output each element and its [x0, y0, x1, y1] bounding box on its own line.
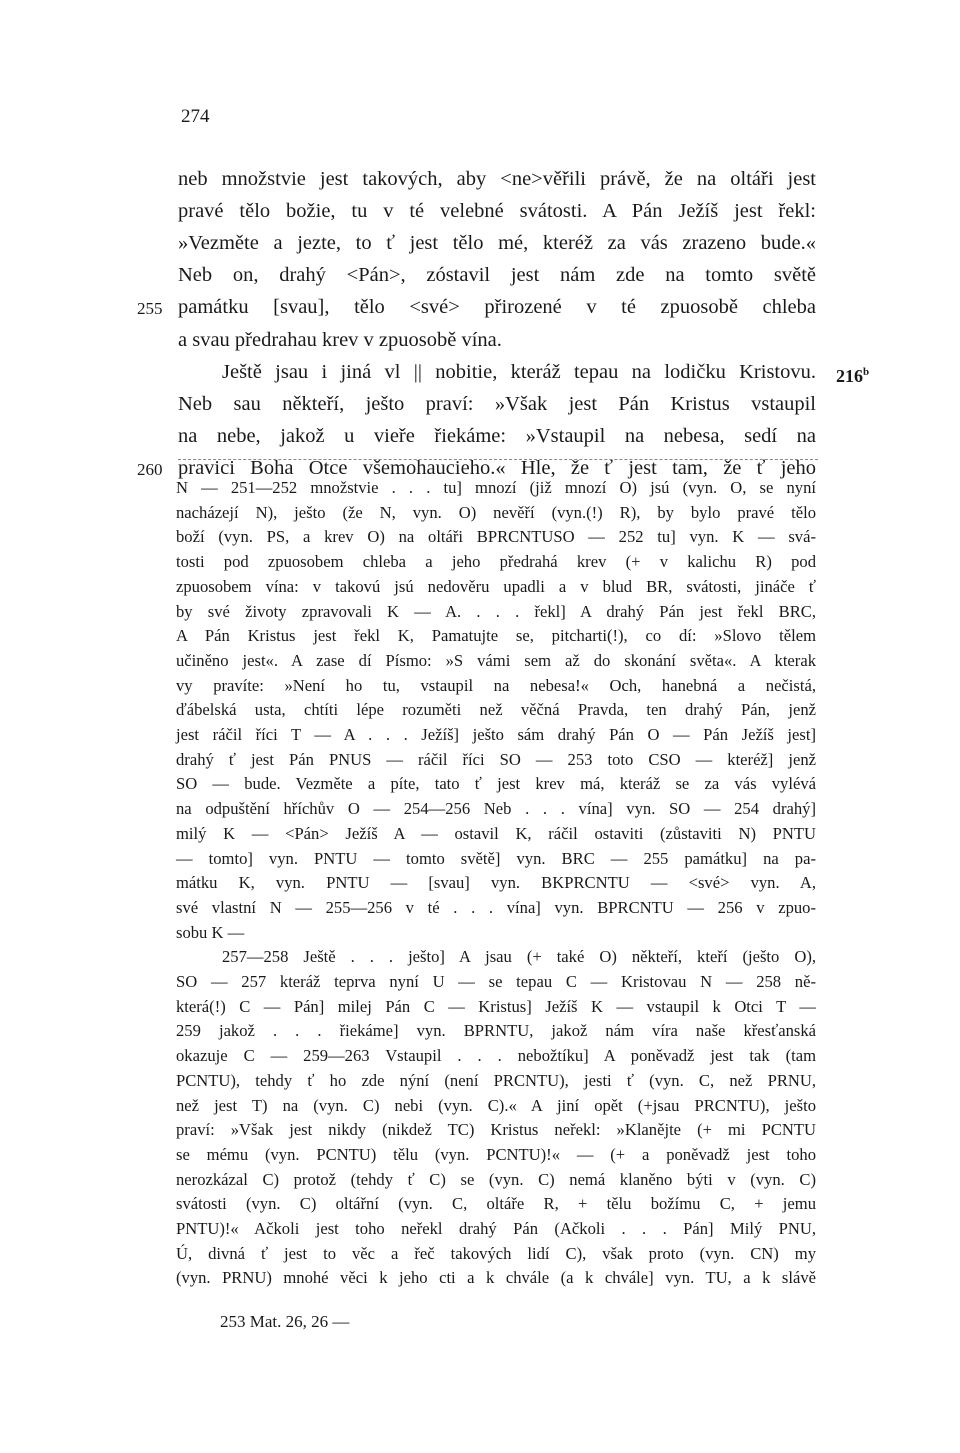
- apparatus-line: jest ráčil říci T — A . . . Ježíš] ješto sám drahý Pán O — Pán Ježíš jest]: [176, 725, 816, 744]
- main-text-line: pravici Boha Otce všemohaucieho.« Hle, že ť jest tam, že ť jeho: [178, 456, 816, 479]
- apparatus-line: SO — bude. Vezměte a píte, tato ť jest krev má, kteráž se za vás vylévá: [176, 774, 816, 794]
- line-number: 255: [137, 299, 163, 319]
- apparatus-line: nacházejí N), ješto (že N, vyn. O) nevěří (vyn.(!) R), by bylo pravé tělo: [176, 502, 816, 522]
- main-text-line: a svau předrahau krev v zpuosobě vína.: [178, 328, 502, 351]
- margin-reference-sup: b: [863, 366, 870, 378]
- apparatus-line: A Pán Kristus jest řekl K, Pamatujte se, pitcharti(!), co dí: »Slovo tělem: [176, 626, 816, 646]
- apparatus-line: na odpuštění hříchův O — 254—256 Neb . . . vína] vyn. SO — 254 drahý]: [176, 799, 816, 819]
- apparatus-line: 257—258 Ještě . . . ješto] A jsau (+ také O) někteří, kteří (ješto O),: [222, 947, 816, 967]
- apparatus-line: (vyn. PRNU) mnohé věci k jeho cti a k chvále (a k chvále] vyn. TU, a k slávě: [176, 1268, 816, 1288]
- apparatus-line: praví: »Však jest nikdy (nikdež TC) Kristus neřekl: »Klanějte (+ mi PCNTU: [176, 1120, 816, 1140]
- apparatus-line: učiněno jest«. A zase dí Písmo: »S vámi sem až do skonání světa«. A kterak: [176, 650, 816, 670]
- apparatus-line: by své životy zpravovali K — A. . . . řekl] A drahý Pán jest řekl BRC,: [176, 601, 816, 621]
- apparatus-line: N — 251—252 množstvie . . . tu] mnozí (již mnozí O) jsú (vyn. O, se nyní: [176, 478, 816, 497]
- margin-reference-main: 216: [836, 366, 863, 386]
- apparatus-line: tosti pod zpuosobem chleba a jeho předrahá krev (+ v kalichu R) pod: [176, 552, 816, 572]
- apparatus-line: drahý ť jest Pán PNUS — ráčil říci SO — 253 toto CSO — kteréž] jenž: [176, 749, 816, 769]
- main-text-line: Neb on, drahý <Pán>, zóstavil jest nám zde na tomto světě: [178, 264, 816, 287]
- apparatus-line: milý K — <Pán> Ježíš A — ostavil K, ráčil ostaviti (zůstaviti N) PNTU: [176, 823, 816, 843]
- apparatus-line: ďábelská usta, chtíti lépe rozuměti než věčná Pravda, ten drahý Pán, jenž: [176, 700, 816, 720]
- margin-reference: [836, 366, 869, 387]
- apparatus-line: svátosti (vyn. C) oltářní (vyn. C, oltáře R, + tělu božímu C, + jemu: [176, 1194, 816, 1214]
- apparatus-line: PCNTU), tehdy ť ho zde nýní (není PRCNTU), jesti ť (vyn. C, než PRNU,: [176, 1070, 816, 1090]
- apparatus-line: 259 jakož . . . řiekáme] vyn. BPRNTU, jakož nám víra naše křesťanská: [176, 1021, 816, 1041]
- main-text-line: na nebe, jakož u vieře řiekáme: »Vstaupil na nebesa, sedí na: [178, 424, 816, 447]
- apparatus-line: boží (vyn. PS, a krev O) na oltáři BPRCNTUSO — 252 tu] vyn. K — svá-: [176, 527, 816, 547]
- apparatus-line: — tomto] vyn. PNTU — tomto světě] vyn. BRC — 255 památku] na pa-: [176, 848, 816, 868]
- page-number: 274: [181, 106, 210, 127]
- apparatus-line: se mému (vyn. PCNTU) tělu (vyn. PCNTU)!« — (+ a poněvadž jest toho: [176, 1144, 816, 1164]
- apparatus-line: nerozkázal C) protož (tehdy ť C) se (vyn. C) nemá klaněno býti v (vyn. C): [176, 1169, 816, 1189]
- apparatus-line: než jest T) na (vyn. C) nebi (vyn. C).« A jiní opět (+jsau PRCNTU), ješto: [176, 1095, 816, 1115]
- line-number: 260: [137, 459, 163, 479]
- apparatus-line: SO — 257 kteráž teprva nyní U — se tepau C — Kristovau N — 258 ně-: [176, 972, 816, 991]
- apparatus-line: která(!) C — Pán] milej Pán C — Kristus] Ježíš K — vstaupil k Otci T —: [176, 996, 816, 1016]
- apparatus-line: mátku K, vyn. PNTU — [svau] vyn. BKPRCNTU — <své> vyn. A,: [176, 873, 816, 893]
- apparatus-line: PNTU)!« Ačkoli jest toho neřekl drahý Pán (Ačkoli . . . Pán] Milý PNU,: [176, 1219, 816, 1238]
- apparatus-line: sobu K —: [176, 922, 245, 942]
- main-text-line: Ještě jsau i jiná vl || nobitie, kteráž tepau na lodičku Kristovu.: [222, 360, 816, 383]
- apparatus-line: okazuje C — 259—263 Vstaupil . . . nebožtíku] A poněvadž jest tak (tam: [176, 1046, 816, 1066]
- main-text-line: »Vezměte a jezte, to ť jest tělo mé, kteréž za vás zrazeno bude.«: [178, 232, 816, 255]
- apparatus-line: vy pravíte: »Není ho tu, vstaupil na nebesa!« Och, hanebná a nečistá,: [176, 675, 816, 695]
- separator-rule: [178, 459, 818, 460]
- main-text-line: Neb sau někteří, ješto praví: »Však jest Pán Kristus vstaupil: [178, 392, 816, 415]
- main-text-line: památku [svau], tělo <své> přirozené v té zpuosobě chleba: [178, 296, 816, 319]
- apparatus-line: Ú, divná ť jest to věc a řeč takových lidí C), však proto (vyn. CN) my: [176, 1243, 816, 1263]
- apparatus-line: své vlastní N — 255—256 v té . . . vína] vyn. BPRCNTU — 256 v zpuo-: [176, 897, 816, 917]
- apparatus-line: zpuosobem vína: v takovú jsú nedověru upadli a v blud BR, svátosti, jináče ť: [176, 576, 816, 596]
- main-text-line: pravé tělo božie, tu v té velebné svátosti. A Pán Ježíš jest řekl:: [178, 200, 816, 223]
- footnote-reference: 253 Mat. 26, 26 —: [220, 1312, 350, 1331]
- main-text-line: neb množstvie jest takových, aby <ne>věřili právě, že na oltáři jest: [178, 168, 816, 190]
